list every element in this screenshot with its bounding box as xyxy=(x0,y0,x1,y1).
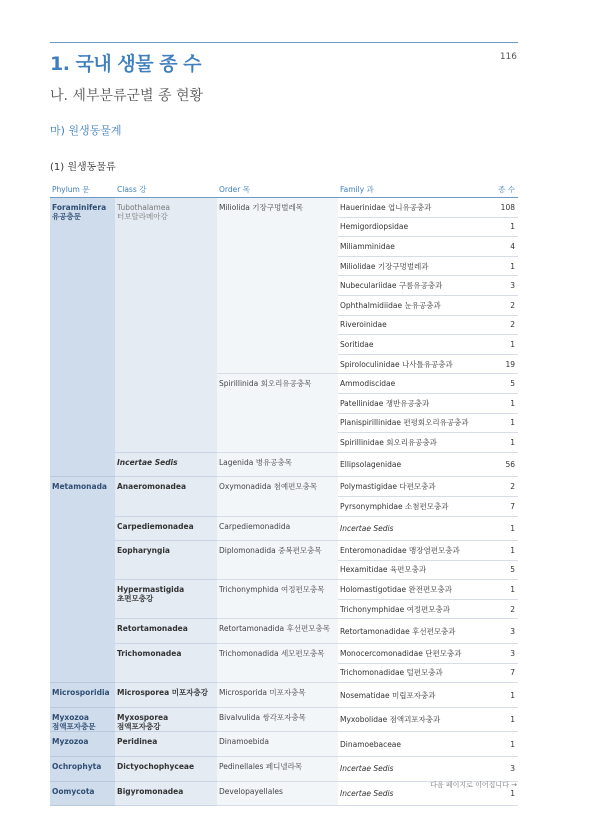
species-count-cell: 1 xyxy=(483,413,518,433)
class-name: Anaeromonadea xyxy=(117,482,187,492)
family-cell: Monocercomonadidae 단편모충과 xyxy=(338,644,483,664)
subsection-title: 마) 원생동물계 xyxy=(50,124,122,137)
table-row xyxy=(50,757,518,782)
species-count-cell: 2 xyxy=(483,315,518,335)
family-cell: Trichomonadidae 털편모충과 xyxy=(338,663,483,683)
family-cell: Spiroloculinidae 나사틀유공충과 xyxy=(338,354,483,374)
table-row xyxy=(50,707,518,732)
family-cell: Holomastigotidae 완전편모충과 xyxy=(338,580,483,600)
family-cell: Hauerinidae 엽니유공충과 xyxy=(338,198,483,218)
table-row xyxy=(50,198,518,218)
class-cell xyxy=(115,198,217,453)
species-table xyxy=(50,181,518,806)
class-name: Dictyochophyceae xyxy=(117,762,195,772)
order-cell: Diplomonadida 중복편모충목 xyxy=(217,541,338,580)
phylum-name: Ochrophyta xyxy=(52,762,102,772)
table-row xyxy=(50,580,518,600)
top-rule xyxy=(50,42,518,43)
order-cell: Trichomonadida 세모편모충목 xyxy=(217,644,338,683)
species-count-cell: 7 xyxy=(483,496,518,516)
class-name: Peridinea xyxy=(117,737,158,747)
class-name: Incertae Sedis xyxy=(117,457,178,467)
class-name: Myxosporea xyxy=(117,712,169,722)
family-cell: Patellinidae 쟁반유공충과 xyxy=(338,393,483,413)
class-name: Trichomonadea xyxy=(117,649,182,659)
phylum-cell xyxy=(50,683,115,708)
class-cell xyxy=(115,644,217,683)
species-count-cell: 1 xyxy=(483,256,518,276)
table-row xyxy=(50,619,518,644)
species-count-cell: 1 xyxy=(483,516,518,541)
class-name: Tubothalamea xyxy=(117,203,171,212)
family-cell: Hemigordiopsidae xyxy=(338,217,483,237)
family-cell: Spirillinidae 회오리유공충과 xyxy=(338,433,483,453)
species-count-cell: 1 xyxy=(483,707,518,732)
phylum-name: Metamonada xyxy=(52,482,107,492)
order-cell: Spirillinida 회오리유공충목 xyxy=(217,374,338,452)
order-cell: Developayellales xyxy=(217,781,338,806)
family-cell: Dinamoebaceae xyxy=(338,732,483,757)
family-cell: Myxobolidae 점액괴포자충과 xyxy=(338,707,483,732)
order-cell: Trichonymphida 여정편모충목 xyxy=(217,580,338,619)
phylum-cell xyxy=(50,781,115,806)
order-cell: Carpediemonadida xyxy=(217,516,338,541)
family-cell: Enteromonadidae 맹장염편모충과 xyxy=(338,541,483,561)
class-cell xyxy=(115,477,217,516)
table-row xyxy=(50,683,518,708)
header-class: Class 강 xyxy=(115,181,217,198)
class-cell xyxy=(115,452,217,477)
class-cell xyxy=(115,757,217,782)
class-name-kr: 초편모충강 xyxy=(117,594,154,604)
species-count-cell: 1 xyxy=(483,335,518,355)
family-cell: Nubeculariidae 구름유공충과 xyxy=(338,276,483,296)
family-cell: Miliamminidae xyxy=(338,237,483,257)
class-name: Retortamonadea xyxy=(117,624,188,634)
family-cell: Hexamitidae 육편모충과 xyxy=(338,560,483,580)
family-cell: Retortamonadidae 후선편모충과 xyxy=(338,619,483,644)
table-row xyxy=(50,452,518,477)
family-cell: Nosematidae 미립포자충과 xyxy=(338,683,483,708)
continued-note: 다음 페이지로 이어집니다 → xyxy=(430,781,517,789)
phylum-name: Myzozoa xyxy=(52,737,89,747)
page-number: 116 xyxy=(499,52,517,62)
class-cell xyxy=(115,707,217,732)
phylum-cell xyxy=(50,198,115,477)
species-count-cell: 19 xyxy=(483,354,518,374)
class-cell xyxy=(115,580,217,619)
species-count-cell: 1 xyxy=(483,541,518,561)
class-name: Microsporea 미포자충강 xyxy=(117,688,208,698)
family-cell: Incertae Sedis xyxy=(338,516,483,541)
table-row xyxy=(50,516,518,541)
order-cell: Pedinellales 페디넬라목 xyxy=(217,757,338,782)
header-order: Order 목 xyxy=(217,181,338,198)
table-row xyxy=(50,477,518,497)
family-cell: Incertae Sedis xyxy=(338,757,483,782)
order-cell: Miliolida 기장구멍벌레목 xyxy=(217,198,338,374)
species-count-cell: 3 xyxy=(483,644,518,664)
species-count-cell: 1 xyxy=(483,732,518,757)
class-cell xyxy=(115,619,217,644)
class-name-kr: 점액포자충강 xyxy=(117,721,161,731)
species-count-cell: 2 xyxy=(483,295,518,315)
page-title: 1. 국내 생물 종 수 xyxy=(50,53,202,75)
class-cell xyxy=(115,732,217,757)
phylum-cell xyxy=(50,757,115,782)
family-cell: Pyrsonymphidae 소첨편모충과 xyxy=(338,496,483,516)
family-cell: Ellipsolagenidae xyxy=(338,452,483,477)
family-cell: Miliolidae 기장구멍벌레과 xyxy=(338,256,483,276)
table-body xyxy=(50,198,518,806)
species-count-cell: 5 xyxy=(483,560,518,580)
class-name: Hypermastigida xyxy=(117,585,185,595)
class-cell xyxy=(115,516,217,541)
family-cell: Trichonymphidae 여정편모충과 xyxy=(338,599,483,619)
header-family: Family 과 xyxy=(338,181,483,198)
order-cell: Bivalvulida 쌍각포자충목 xyxy=(217,707,338,732)
species-count-cell: 3 xyxy=(483,757,518,782)
table-row xyxy=(50,541,518,561)
species-count-cell: 108 xyxy=(483,198,518,218)
phylum-name-kr: 유공충문 xyxy=(52,212,81,221)
family-cell: Soritidae xyxy=(338,335,483,355)
table-title: (1) 원생동물류 xyxy=(50,162,116,173)
phylum-cell xyxy=(50,477,115,683)
order-cell: Retortamonadida 후선편모충목 xyxy=(217,619,338,644)
class-name: Carpediemonadea xyxy=(117,521,194,531)
class-cell xyxy=(115,683,217,708)
phylum-name: Foraminifera xyxy=(52,203,107,212)
species-count-cell: 5 xyxy=(483,374,518,394)
class-name: Bigyromonadea xyxy=(117,786,184,796)
species-count-cell: 56 xyxy=(483,452,518,477)
phylum-cell xyxy=(50,732,115,757)
species-count-cell: 1 xyxy=(483,433,518,453)
species-count-cell: 1 xyxy=(483,580,518,600)
species-count-cell: 3 xyxy=(483,619,518,644)
species-count-cell: 1 xyxy=(483,683,518,708)
header-count: 종 수 xyxy=(483,181,518,198)
class-cell xyxy=(115,781,217,806)
phylum-name-kr: 점액포자충문 xyxy=(52,721,96,731)
phylum-name: Oomycota xyxy=(52,786,95,796)
table-row xyxy=(50,732,518,757)
class-name-kr: 터보탈라메아강 xyxy=(117,212,168,221)
section-title: 나. 세부분류군별 종 현황 xyxy=(50,88,204,104)
class-name: Eopharyngia xyxy=(117,546,170,556)
family-cell: Incertae Sedis xyxy=(338,781,483,806)
table-row xyxy=(50,644,518,664)
order-cell: Lagenida 병유공충목 xyxy=(217,452,338,477)
order-cell: Microsporida 미포자충목 xyxy=(217,683,338,708)
species-count-cell: 1 xyxy=(483,393,518,413)
species-count-cell: 1 xyxy=(483,781,518,806)
header-phylum: Phylum 문 xyxy=(50,181,115,198)
species-count-cell: 1 xyxy=(483,217,518,237)
phylum-cell xyxy=(50,707,115,732)
species-count-cell: 4 xyxy=(483,237,518,257)
family-cell: Ammodiscidae xyxy=(338,374,483,394)
family-cell: Riveroinidae xyxy=(338,315,483,335)
table-header-row xyxy=(50,181,518,198)
class-cell xyxy=(115,541,217,580)
species-count-cell: 2 xyxy=(483,477,518,497)
order-cell: Dinamoebida xyxy=(217,732,338,757)
family-cell: Polymastigidae 다편모충과 xyxy=(338,477,483,497)
species-count-cell: 7 xyxy=(483,663,518,683)
family-cell: Planispirillinidae 편평회오리유공충과 xyxy=(338,413,483,433)
phylum-name: Microsporidia xyxy=(52,688,110,698)
phylum-name: Myxozoa xyxy=(52,712,89,722)
family-cell: Ophthalmidiidae 눈유공충과 xyxy=(338,295,483,315)
species-count-cell: 2 xyxy=(483,599,518,619)
order-cell: Oxymonadida 첨예편모충목 xyxy=(217,477,338,516)
species-count-cell: 3 xyxy=(483,276,518,296)
